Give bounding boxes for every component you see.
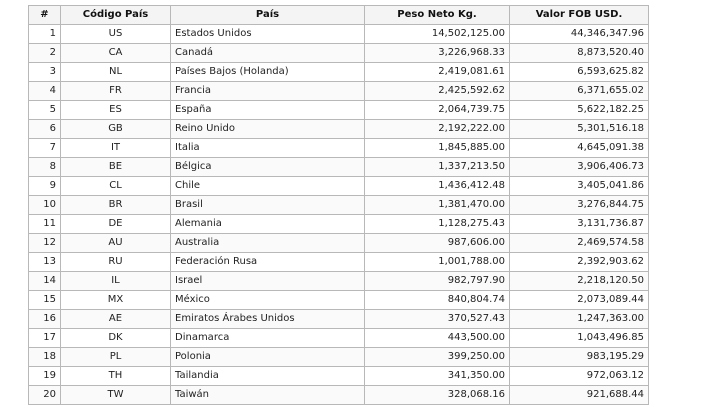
cell-net-weight: 341,350.00 bbox=[365, 367, 510, 386]
cell-fob-value: 972,063.12 bbox=[510, 367, 649, 386]
cell-net-weight: 982,797.90 bbox=[365, 272, 510, 291]
table-row bbox=[29, 177, 649, 196]
table-row bbox=[29, 63, 649, 82]
cell-index: 11 bbox=[29, 215, 61, 234]
cell-net-weight: 2,064,739.75 bbox=[365, 101, 510, 120]
cell-net-weight: 987,606.00 bbox=[365, 234, 510, 253]
cell-net-weight: 3,226,968.33 bbox=[365, 44, 510, 63]
cell-net-weight: 1,001,788.00 bbox=[365, 253, 510, 272]
table-row bbox=[29, 367, 649, 386]
header-row bbox=[29, 6, 649, 25]
cell-fob-value: 6,371,655.02 bbox=[510, 82, 649, 101]
cell-country: Alemania bbox=[171, 215, 365, 234]
cell-index: 9 bbox=[29, 177, 61, 196]
cell-index: 3 bbox=[29, 63, 61, 82]
cell-index: 12 bbox=[29, 234, 61, 253]
cell-index: 6 bbox=[29, 120, 61, 139]
cell-net-weight: 399,250.00 bbox=[365, 348, 510, 367]
cell-net-weight: 1,128,275.43 bbox=[365, 215, 510, 234]
cell-fob-value: 5,301,516.18 bbox=[510, 120, 649, 139]
column-header-net-weight: Peso Neto Kg. bbox=[365, 6, 510, 25]
cell-index: 17 bbox=[29, 329, 61, 348]
cell-country: Brasil bbox=[171, 196, 365, 215]
export-data-table bbox=[28, 5, 649, 405]
table-row bbox=[29, 44, 649, 63]
cell-country-code: DE bbox=[61, 215, 171, 234]
cell-country-code: MX bbox=[61, 291, 171, 310]
column-header-index: # bbox=[29, 6, 61, 25]
cell-net-weight: 1,436,412.48 bbox=[365, 177, 510, 196]
cell-country-code: TH bbox=[61, 367, 171, 386]
cell-index: 5 bbox=[29, 101, 61, 120]
table-row bbox=[29, 310, 649, 329]
cell-country: Países Bajos (Holanda) bbox=[171, 63, 365, 82]
cell-fob-value: 6,593,625.82 bbox=[510, 63, 649, 82]
cell-net-weight: 2,419,081.61 bbox=[365, 63, 510, 82]
cell-index: 20 bbox=[29, 386, 61, 405]
cell-country: Chile bbox=[171, 177, 365, 196]
cell-country-code: TW bbox=[61, 386, 171, 405]
cell-country-code: BR bbox=[61, 196, 171, 215]
cell-fob-value: 3,131,736.87 bbox=[510, 215, 649, 234]
cell-index: 4 bbox=[29, 82, 61, 101]
cell-index: 13 bbox=[29, 253, 61, 272]
cell-index: 19 bbox=[29, 367, 61, 386]
cell-country-code: IT bbox=[61, 139, 171, 158]
cell-country-code: CL bbox=[61, 177, 171, 196]
cell-fob-value: 2,469,574.58 bbox=[510, 234, 649, 253]
cell-fob-value: 1,043,496.85 bbox=[510, 329, 649, 348]
cell-index: 14 bbox=[29, 272, 61, 291]
cell-fob-value: 3,906,406.73 bbox=[510, 158, 649, 177]
cell-net-weight: 1,845,885.00 bbox=[365, 139, 510, 158]
cell-net-weight: 2,425,592.62 bbox=[365, 82, 510, 101]
cell-index: 2 bbox=[29, 44, 61, 63]
cell-index: 18 bbox=[29, 348, 61, 367]
cell-country: Tailandia bbox=[171, 367, 365, 386]
cell-country: Emiratos Árabes Unidos bbox=[171, 310, 365, 329]
export-table-container bbox=[28, 5, 649, 405]
cell-country-code: GB bbox=[61, 120, 171, 139]
cell-country: Israel bbox=[171, 272, 365, 291]
cell-fob-value: 921,688.44 bbox=[510, 386, 649, 405]
cell-index: 7 bbox=[29, 139, 61, 158]
cell-country-code: US bbox=[61, 25, 171, 44]
cell-country: Francia bbox=[171, 82, 365, 101]
column-header-country-code: Código País bbox=[61, 6, 171, 25]
cell-net-weight: 14,502,125.00 bbox=[365, 25, 510, 44]
cell-net-weight: 443,500.00 bbox=[365, 329, 510, 348]
table-row bbox=[29, 120, 649, 139]
table-row bbox=[29, 253, 649, 272]
table-row bbox=[29, 329, 649, 348]
table-row bbox=[29, 272, 649, 291]
cell-country-code: AE bbox=[61, 310, 171, 329]
cell-country: Australia bbox=[171, 234, 365, 253]
cell-country: Taiwán bbox=[171, 386, 365, 405]
cell-net-weight: 1,337,213.50 bbox=[365, 158, 510, 177]
cell-fob-value: 5,622,182.25 bbox=[510, 101, 649, 120]
table-row bbox=[29, 158, 649, 177]
table-row bbox=[29, 348, 649, 367]
cell-country: Federación Rusa bbox=[171, 253, 365, 272]
cell-net-weight: 840,804.74 bbox=[365, 291, 510, 310]
cell-country: España bbox=[171, 101, 365, 120]
cell-net-weight: 2,192,222.00 bbox=[365, 120, 510, 139]
cell-country-code: AU bbox=[61, 234, 171, 253]
cell-country: Reino Unido bbox=[171, 120, 365, 139]
cell-country-code: FR bbox=[61, 82, 171, 101]
cell-country: Italia bbox=[171, 139, 365, 158]
cell-fob-value: 2,392,903.62 bbox=[510, 253, 649, 272]
cell-fob-value: 2,218,120.50 bbox=[510, 272, 649, 291]
column-header-country: País bbox=[171, 6, 365, 25]
cell-fob-value: 983,195.29 bbox=[510, 348, 649, 367]
table-row bbox=[29, 215, 649, 234]
cell-country: Bélgica bbox=[171, 158, 365, 177]
table-row bbox=[29, 234, 649, 253]
cell-index: 8 bbox=[29, 158, 61, 177]
cell-country-code: DK bbox=[61, 329, 171, 348]
cell-country-code: RU bbox=[61, 253, 171, 272]
cell-fob-value: 44,346,347.96 bbox=[510, 25, 649, 44]
cell-fob-value: 2,073,089.44 bbox=[510, 291, 649, 310]
cell-country: Polonia bbox=[171, 348, 365, 367]
cell-country: México bbox=[171, 291, 365, 310]
table-row bbox=[29, 101, 649, 120]
cell-country-code: IL bbox=[61, 272, 171, 291]
cell-net-weight: 1,381,470.00 bbox=[365, 196, 510, 215]
cell-country: Estados Unidos bbox=[171, 25, 365, 44]
cell-index: 15 bbox=[29, 291, 61, 310]
cell-fob-value: 4,645,091.38 bbox=[510, 139, 649, 158]
table-row bbox=[29, 25, 649, 44]
cell-country-code: BE bbox=[61, 158, 171, 177]
table-row bbox=[29, 196, 649, 215]
table-row bbox=[29, 139, 649, 158]
table-body bbox=[29, 25, 649, 405]
cell-country: Dinamarca bbox=[171, 329, 365, 348]
cell-country-code: CA bbox=[61, 44, 171, 63]
cell-country-code: PL bbox=[61, 348, 171, 367]
column-header-fob-value: Valor FOB USD. bbox=[510, 6, 649, 25]
cell-fob-value: 3,276,844.75 bbox=[510, 196, 649, 215]
table-row bbox=[29, 386, 649, 405]
cell-net-weight: 328,068.16 bbox=[365, 386, 510, 405]
cell-index: 10 bbox=[29, 196, 61, 215]
cell-country: Canadá bbox=[171, 44, 365, 63]
cell-index: 16 bbox=[29, 310, 61, 329]
cell-fob-value: 8,873,520.40 bbox=[510, 44, 649, 63]
table-header bbox=[29, 6, 649, 25]
table-row bbox=[29, 291, 649, 310]
cell-index: 1 bbox=[29, 25, 61, 44]
cell-fob-value: 3,405,041.86 bbox=[510, 177, 649, 196]
cell-fob-value: 1,247,363.00 bbox=[510, 310, 649, 329]
table-row bbox=[29, 82, 649, 101]
cell-net-weight: 370,527.43 bbox=[365, 310, 510, 329]
cell-country-code: ES bbox=[61, 101, 171, 120]
cell-country-code: NL bbox=[61, 63, 171, 82]
